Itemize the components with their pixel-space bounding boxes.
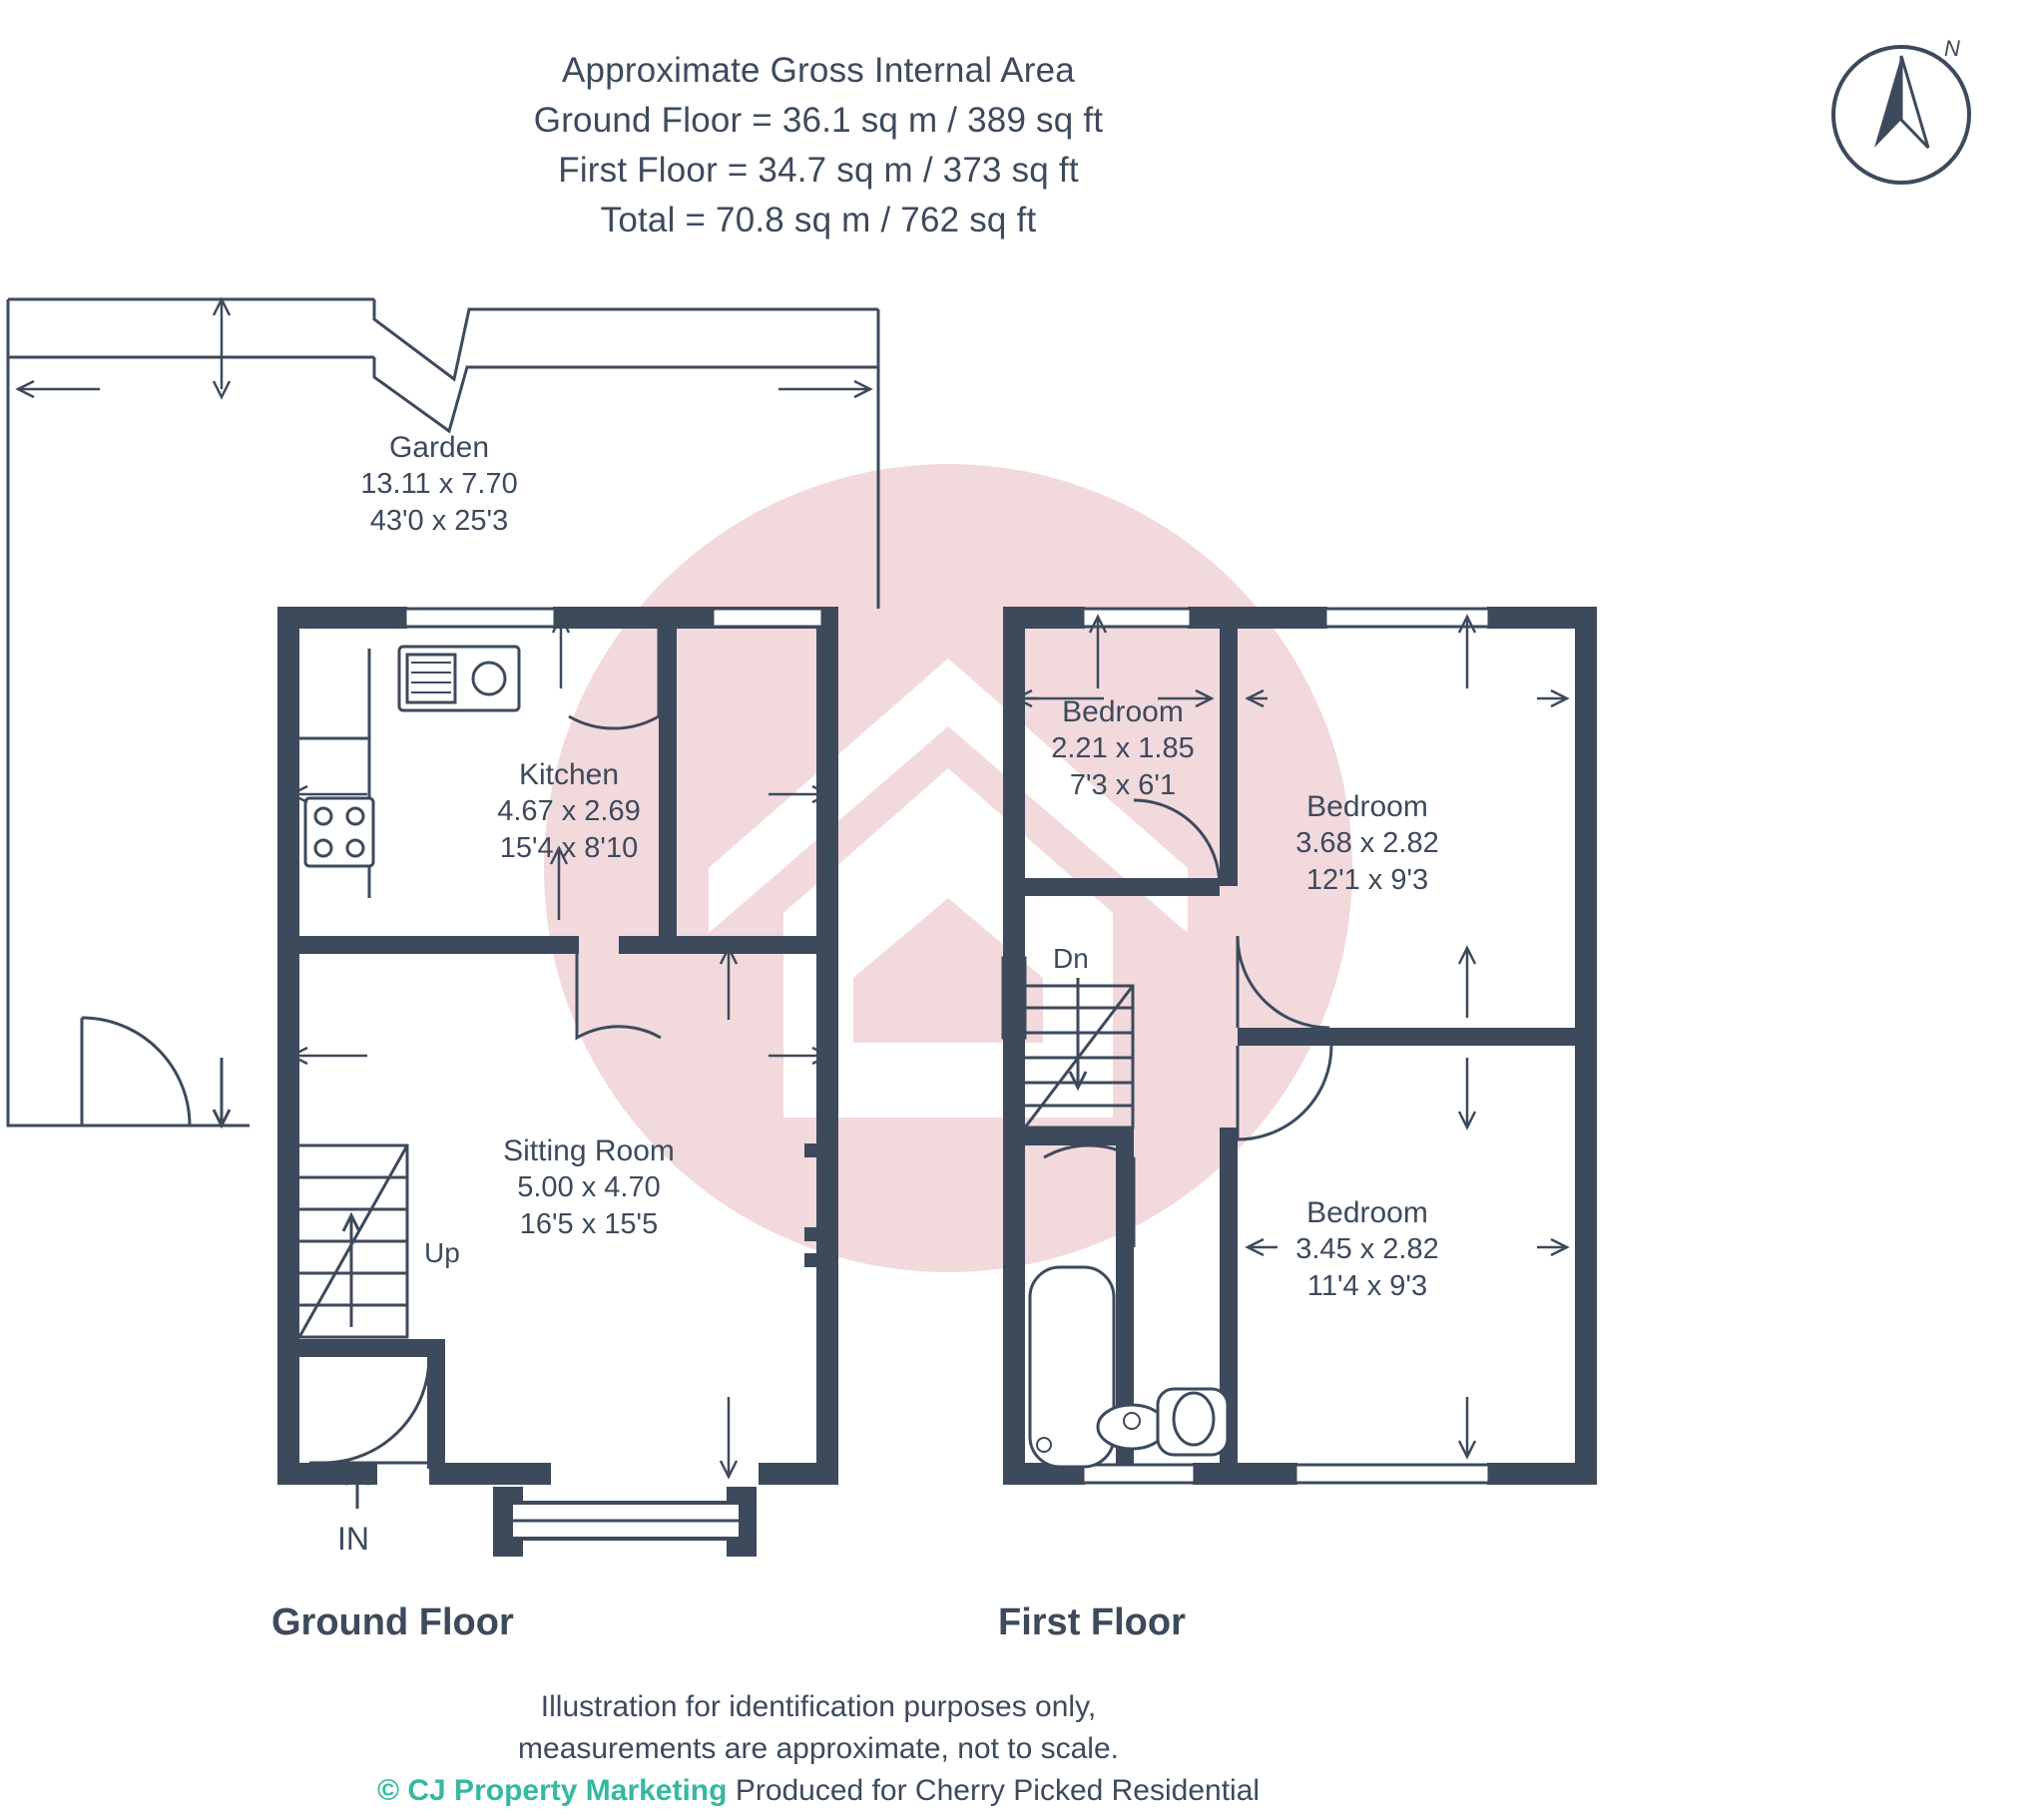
copyright-text: © CJ Property Marketing [376,1774,728,1807]
room-label-bedroom-small: Bedroom 2.21 x 1.85 7'3 x 6'1 [1051,695,1195,801]
entrance-label: IN [337,1521,369,1557]
room-label-kitchen: Kitchen 4.67 x 2.69 15'4 x 8'10 [497,758,641,864]
area-summary-line-1: Approximate Gross Internal Area [562,51,1075,90]
area-summary-line-3: First Floor = 34.7 sq m / 373 sq ft [558,151,1079,190]
footer-disclaimer [0,1686,1637,1812]
room-label-sitting-room: Sitting Room 5.00 x 4.70 16'5 x 15'5 [503,1134,675,1240]
ground-floor-title: Ground Floor [271,1601,514,1643]
area-summary-line-2: Ground Floor = 36.1 sq m / 389 sq ft [533,101,1104,140]
stairs-down-label: Dn [1053,943,1089,974]
produced-for-text: Produced for Cherry Picked Residential [735,1774,1261,1807]
compass-north-label: N [1944,36,1960,61]
credit-line [0,1770,1637,1812]
area-summary-line-4: Total = 70.8 sq m / 762 sq ft [600,201,1037,239]
stairs-up-label: Up [424,1237,460,1268]
first-floor-title: First Floor [998,1601,1186,1643]
disclaimer-line-2: measurements are approximate, not to scale. [518,1732,1119,1765]
room-label-bedroom-second: Bedroom 3.45 x 2.82 11'4 x 9'3 [1295,1196,1439,1302]
room-label-bedroom-main: Bedroom 3.68 x 2.82 12'1 x 9'3 [1295,790,1439,896]
room-label-garden: Garden 13.11 x 7.70 43'0 x 25'3 [360,431,518,537]
disclaimer-line-1: Illustration for identification purposes only, [540,1690,1097,1723]
